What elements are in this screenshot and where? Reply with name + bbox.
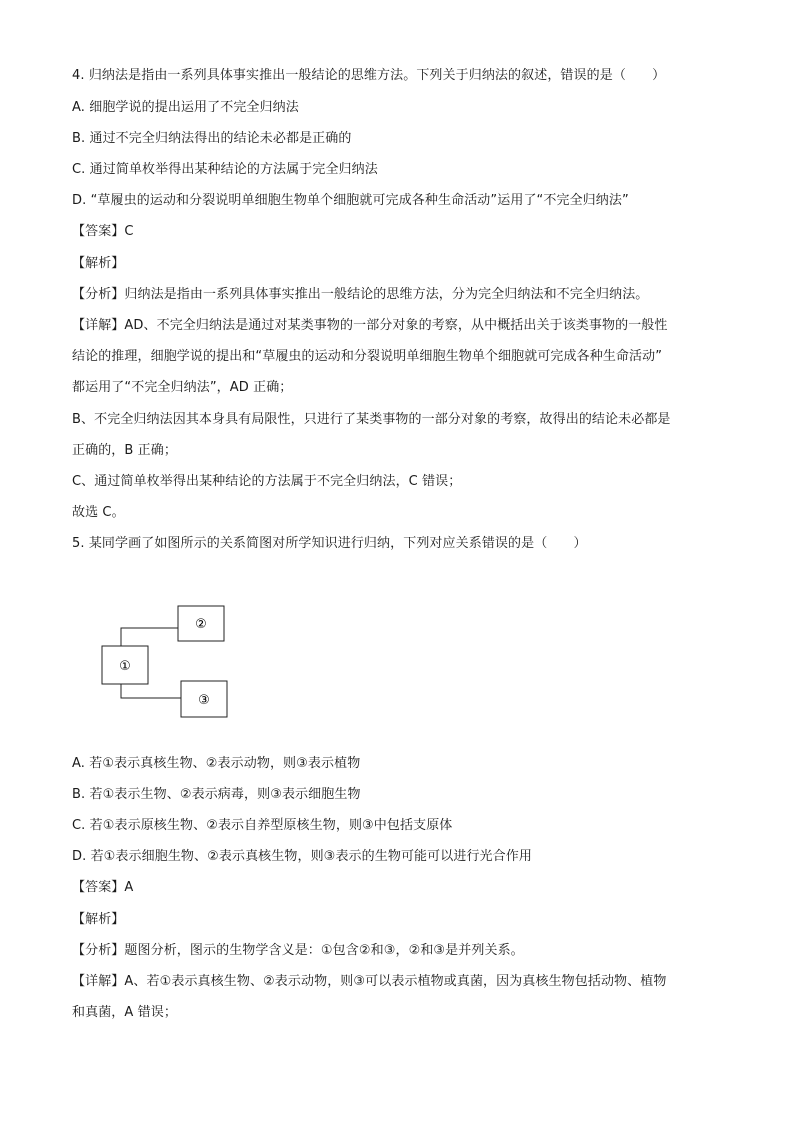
q5-option-a: A. 若①表示真核生物、②表示动物，则③表示植物 bbox=[72, 756, 361, 771]
node-3-label: ③ bbox=[198, 693, 210, 708]
relationship-diagram-svg bbox=[96, 600, 236, 725]
node-1-label: ① bbox=[119, 659, 131, 674]
q5-option-d: D. 若①表示细胞生物、②表示真核生物，则③表示的生物可能可以进行光合作用 bbox=[72, 849, 532, 864]
q4-option-d: D. “草履虫的运动和分裂说明单细胞生物单个细胞就可完成各种生命活动”运用了“不完全归纳法” bbox=[72, 193, 629, 208]
q4-detail-line-2: 结论的推理，细胞学说的提出和“草履虫的运动和分裂说明单细胞生物单个细胞就可完成各种生命活动” bbox=[72, 349, 663, 364]
q5-stem: 5. 某同学画了如图所示的关系简图对所学知识进行归纳，下列对应关系错误的是（ ） bbox=[72, 536, 587, 551]
q5-answer: 【答案】A bbox=[72, 880, 134, 895]
q4-detail-line-4: B、不完全归纳法因其本身具有局限性，只进行了某类事物的一部分对象的考察，故得出的结论未必都是 bbox=[72, 412, 671, 427]
q4-option-a: A. 细胞学说的提出运用了不完全归纳法 bbox=[72, 100, 299, 115]
q4-option-b: B. 通过不完全归纳法得出的结论未必都是正确的 bbox=[72, 131, 352, 146]
q4-stem: 4. 归纳法是指由一系列具体事实推出一般结论的思维方法。下列关于归纳法的叙述，错误的是（ ） bbox=[72, 68, 666, 83]
q5-option-c: C. 若①表示原核生物、②表示自养型原核生物，则③中包括支原体 bbox=[72, 818, 453, 833]
q4-analysis-heading: 【解析】 bbox=[72, 256, 125, 271]
q5-detail-line-2: 和真菌，A 错误； bbox=[72, 1005, 177, 1020]
q4-answer: 【答案】C bbox=[72, 224, 134, 239]
node-2-label: ② bbox=[195, 617, 207, 632]
connector-1-to-2 bbox=[121, 628, 178, 646]
connector-1-to-3 bbox=[121, 684, 181, 698]
q5-detail-line-1: 【详解】A、若①表示真核生物、②表示动物，则③可以表示植物或真菌，因为真核生物包括动物、植物 bbox=[72, 974, 667, 989]
q4-detail-line-1: 【详解】AD、不完全归纳法是通过对某类事物的一部分对象的考察，从中概括出关于该类事物的一般性 bbox=[72, 318, 668, 333]
q5-fenxi: 【分析】题图分析，图示的生物学含义是：①包含②和③，②和③是并列关系。 bbox=[72, 943, 524, 958]
q4-detail-line-3: 都运用了“不完全归纳法”，AD 正确； bbox=[72, 380, 293, 395]
relationship-diagram bbox=[96, 600, 236, 725]
q5-option-b: B. 若①表示生物、②表示病毒，则③表示细胞生物 bbox=[72, 787, 361, 802]
q4-detail-line-7: 故选 C。 bbox=[72, 505, 125, 520]
q5-analysis-heading: 【解析】 bbox=[72, 912, 125, 927]
q4-detail-line-6: C、通过简单枚举得出某种结论的方法属于不完全归纳法，C 错误； bbox=[72, 474, 462, 489]
q4-detail-line-5: 正确的，B 正确； bbox=[72, 443, 177, 458]
q4-option-c: C. 通过简单枚举得出某种结论的方法属于完全归纳法 bbox=[72, 162, 378, 177]
q4-fenxi: 【分析】归纳法是指由一系列具体事实推出一般结论的思维方法，分为完全归纳法和不完全归纳法。 bbox=[72, 287, 649, 302]
